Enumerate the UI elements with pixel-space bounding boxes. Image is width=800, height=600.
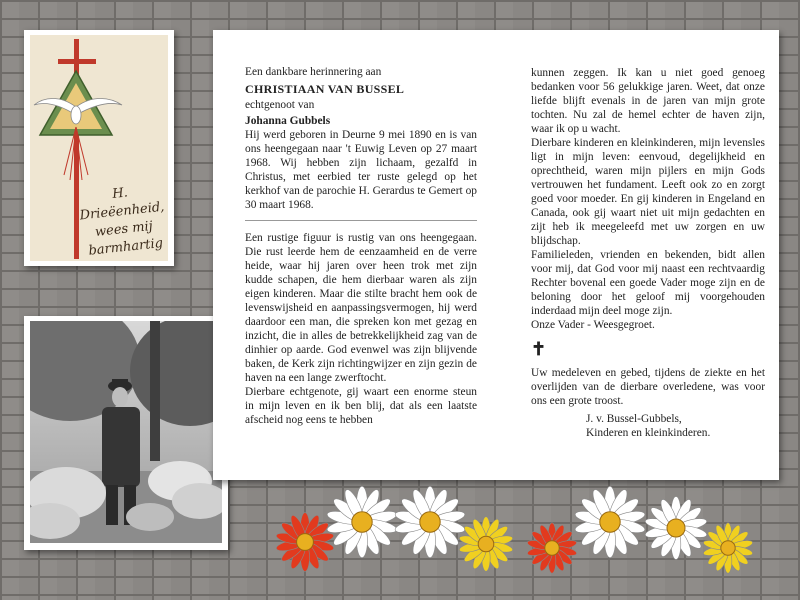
character-paragraph: Een rustige figuur is rustig van ons heengegaan. Die rust leerde hem de eenzaamheid en de verre heide, waar hij jaren over heen trok met zijn kudde schapen, die hem dierbaar waren als zijn eigen kinderen. Maar die stilte bracht hem ook de levenswijsheid en aanpassingsvermogen, hij werd daardoor een man, die spreken kon met gezag en inzicht, die in alles de betrekkelijkheid zag van de dinhier op aarde. God evenwel was zijn blijvende baken, de Kerk zijn richtingwijzer en zijn gezin de haven na een lange zwerftocht. bbox=[245, 232, 477, 384]
prayer-line: Onze Vader - Weesgegroet. bbox=[531, 319, 655, 331]
red-daisy-icon bbox=[527, 523, 578, 573]
intro-text: Een dankbare herinnering aan bbox=[245, 66, 382, 78]
deceased-name: CHRISTIAAN VAN BUSSEL bbox=[245, 82, 405, 96]
thanks-paragraph: Uw medeleven en gebed, tijdens de ziekte en het overlijden van de dierbare overledene, was voor ons een grote troost. bbox=[531, 367, 765, 407]
spouse-name: Johanna Gubbels bbox=[245, 115, 331, 127]
yellow-daisy-icon bbox=[703, 523, 754, 573]
left-column bbox=[245, 65, 477, 427]
holy-card-artwork bbox=[30, 35, 168, 261]
family-paragraph: Familieleden, vrienden en bekenden, bidt allen voor mij, dat God voor mij naast een rechtvaardig Rechter bovenal een goede Vader moge zijn en de beloning door het geloof mij voorgehouden inderdaad mijn deel moge zijn. bbox=[531, 249, 765, 317]
memorial-card bbox=[213, 30, 779, 480]
yellow-daisy-icon bbox=[458, 517, 513, 572]
red-daisy-icon bbox=[275, 513, 334, 572]
right-column bbox=[531, 66, 765, 440]
spouse-farewell-paragraph: Dierbare echtgenote, gij waart een enorme steun in mijn leven en ik ben blij, dat als een laatste afscheid nog eens te hebben bbox=[245, 386, 477, 426]
prayer-line-2: wees mij bbox=[94, 218, 154, 240]
flower-decoration bbox=[0, 480, 800, 600]
holy-card-prayer bbox=[76, 181, 169, 262]
cross-icon: ✝ bbox=[531, 339, 547, 359]
white-daisy-icon bbox=[394, 486, 466, 557]
signature-children: Kinderen en kleinkinderen. bbox=[586, 427, 711, 439]
white-daisy-icon bbox=[326, 486, 398, 557]
white-daisy-icon bbox=[644, 497, 708, 560]
divider bbox=[245, 220, 477, 221]
white-daisy-icon bbox=[574, 486, 646, 557]
signature-widow: J. v. Bussel-Gubbels, bbox=[586, 413, 682, 425]
holy-card bbox=[24, 30, 174, 266]
children-paragraph: Dierbare kinderen en kleinkinderen, mijn levensles ligt in mijn leven: eenvoud, degelijkheid en oprechtheid, waren mijn pijlers en mijn Gods vertrouwen het fundament. Leeft ook zo en zorgt goed voor moeder. En gij kinderen in Engeland en Canada, ook gij waart niet uit mijn gedachten en zijt heb ik meegeleefd met uw zorgen en uw blijdschap. bbox=[531, 137, 765, 247]
farewell-continued-paragraph: kunnen zeggen. Ik kan u niet goed genoeg bedanken voor 56 gelukkige jaren. Weet, dat onze liefde blijft evenals in de jaren van mijn grote tochten. Nu zal de hemel echter de haven zijn, waar ik op u wacht. bbox=[531, 67, 765, 135]
spouse-label: echtgenoot van bbox=[245, 99, 315, 111]
prayer-line-1: H. Drieëenheid, bbox=[78, 185, 166, 224]
biography-paragraph: Hij werd geboren in Deurne 9 mei 1890 en is van ons heengegaan naar 't Euwig Leven op 27 maart 1968. Wij hebben zijn lichaam, gezalfd in Christus, met eerbied ter ruste gelegd op het kerkhof van de parochie H. Gerardus te Gemert op 30 maart 1968. bbox=[245, 129, 477, 211]
prayer-line-3: barmhartig bbox=[87, 235, 164, 259]
